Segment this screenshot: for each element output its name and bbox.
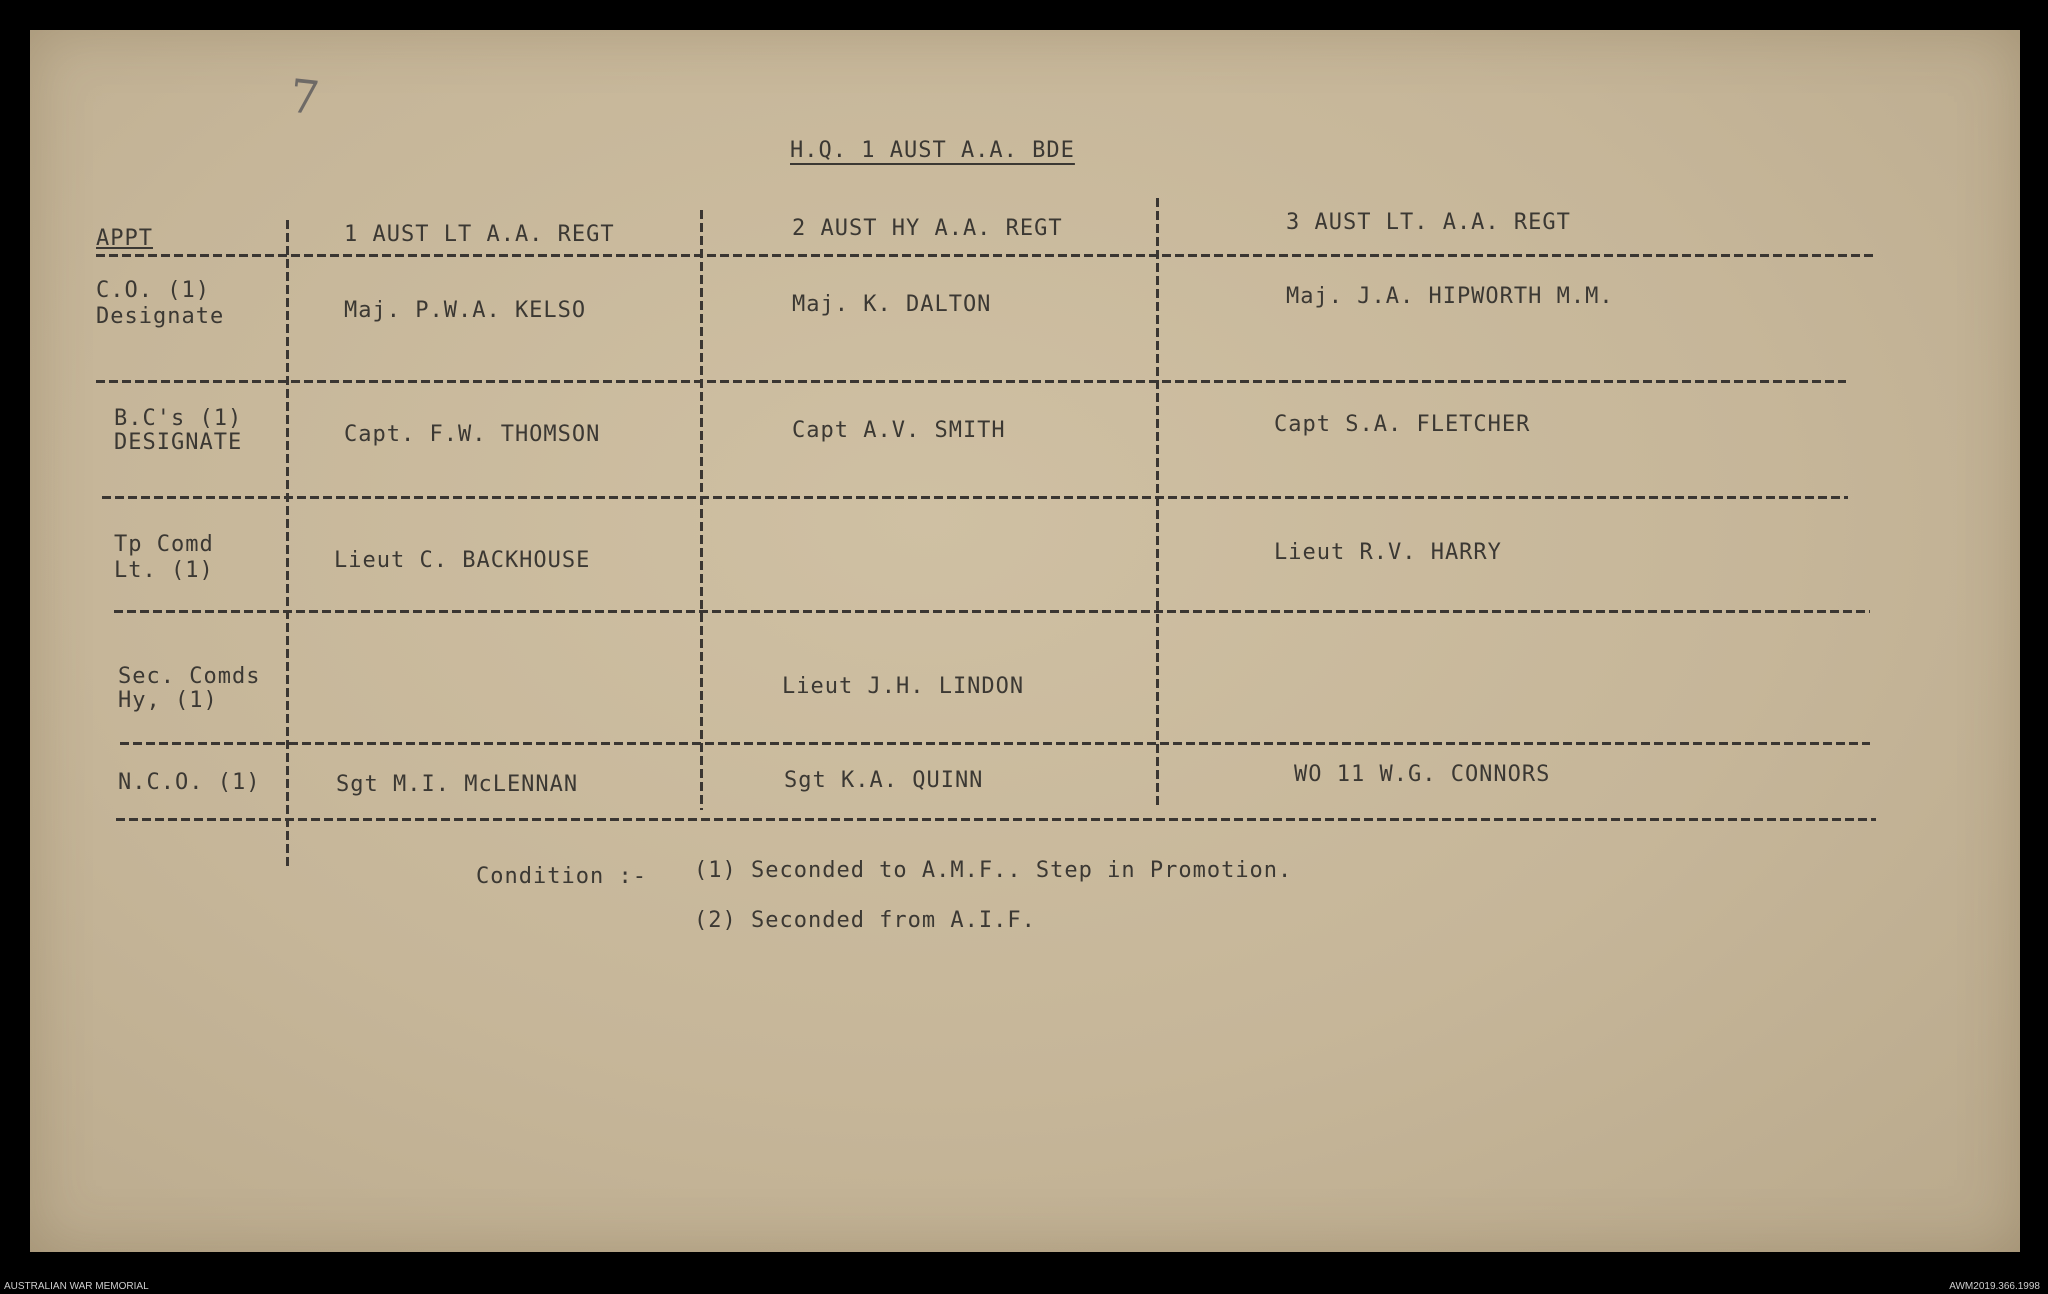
row1-col1: Maj. P.W.A. KELSO bbox=[344, 298, 587, 323]
header-col1: 1 AUST LT A.A. REGT bbox=[344, 222, 615, 247]
row2-col2: Capt A.V. SMITH bbox=[792, 418, 1006, 443]
row3-appt-line1: Tp Comd bbox=[114, 532, 214, 557]
row3-col3: Lieut R.V. HARRY bbox=[1274, 540, 1502, 565]
row5-col3: WO 11 W.G. CONNORS bbox=[1294, 762, 1551, 787]
row2-col1: Capt. F.W. THOMSON bbox=[344, 422, 601, 447]
row4-appt-line2: Hy, (1) bbox=[118, 688, 218, 713]
row5-appt-line1: N.C.O. (1) bbox=[118, 770, 261, 795]
page-title: H.Q. 1 AUST A.A. BDE bbox=[790, 138, 1075, 163]
rule-header bbox=[96, 254, 1876, 257]
pencil-mark: 7 bbox=[287, 68, 323, 126]
row1-appt-line1: C.O. (1) bbox=[96, 278, 210, 303]
condition-1: (1) Seconded to A.M.F.. Step in Promotion. bbox=[694, 858, 1293, 883]
row4-col2: Lieut J.H. LINDON bbox=[782, 674, 1025, 699]
rule-col-divider-3 bbox=[1156, 198, 1159, 808]
row1-col2: Maj. K. DALTON bbox=[792, 292, 992, 317]
rule-col-divider-2 bbox=[700, 210, 703, 810]
row1-appt-line2: Designate bbox=[96, 304, 225, 329]
header-col2: 2 AUST HY A.A. REGT bbox=[792, 216, 1063, 241]
condition-label: Condition :- bbox=[476, 864, 647, 889]
rule-col-divider-1 bbox=[286, 220, 289, 870]
rule-row3 bbox=[114, 610, 1870, 613]
row2-appt-line2: DESIGNATE bbox=[114, 430, 243, 455]
document-page bbox=[30, 30, 2020, 1252]
row2-col3: Capt S.A. FLETCHER bbox=[1274, 412, 1531, 437]
row3-appt-line2: Lt. (1) bbox=[114, 558, 214, 583]
row4-appt-line1: Sec. Comds bbox=[118, 664, 261, 689]
rule-row4 bbox=[120, 742, 1870, 745]
header-appt: APPT bbox=[96, 226, 153, 251]
header-col3: 3 AUST LT. A.A. REGT bbox=[1286, 210, 1571, 235]
row5-col2: Sgt K.A. QUINN bbox=[784, 768, 984, 793]
row1-col3: Maj. J.A. HIPWORTH M.M. bbox=[1286, 284, 1614, 309]
rule-row1 bbox=[96, 380, 1846, 383]
rule-row2 bbox=[102, 496, 1848, 499]
footer-accession-number: AWM2019.366.1998 bbox=[1949, 1281, 2040, 1292]
row5-col1: Sgt M.I. McLENNAN bbox=[336, 772, 579, 797]
footer-institution: AUSTRALIAN WAR MEMORIAL bbox=[4, 1281, 149, 1292]
rule-bottom bbox=[116, 818, 1876, 821]
row2-appt-line1: B.C's (1) bbox=[114, 406, 243, 431]
condition-2: (2) Seconded from A.I.F. bbox=[694, 908, 1036, 933]
row3-col1: Lieut C. BACKHOUSE bbox=[334, 548, 591, 573]
